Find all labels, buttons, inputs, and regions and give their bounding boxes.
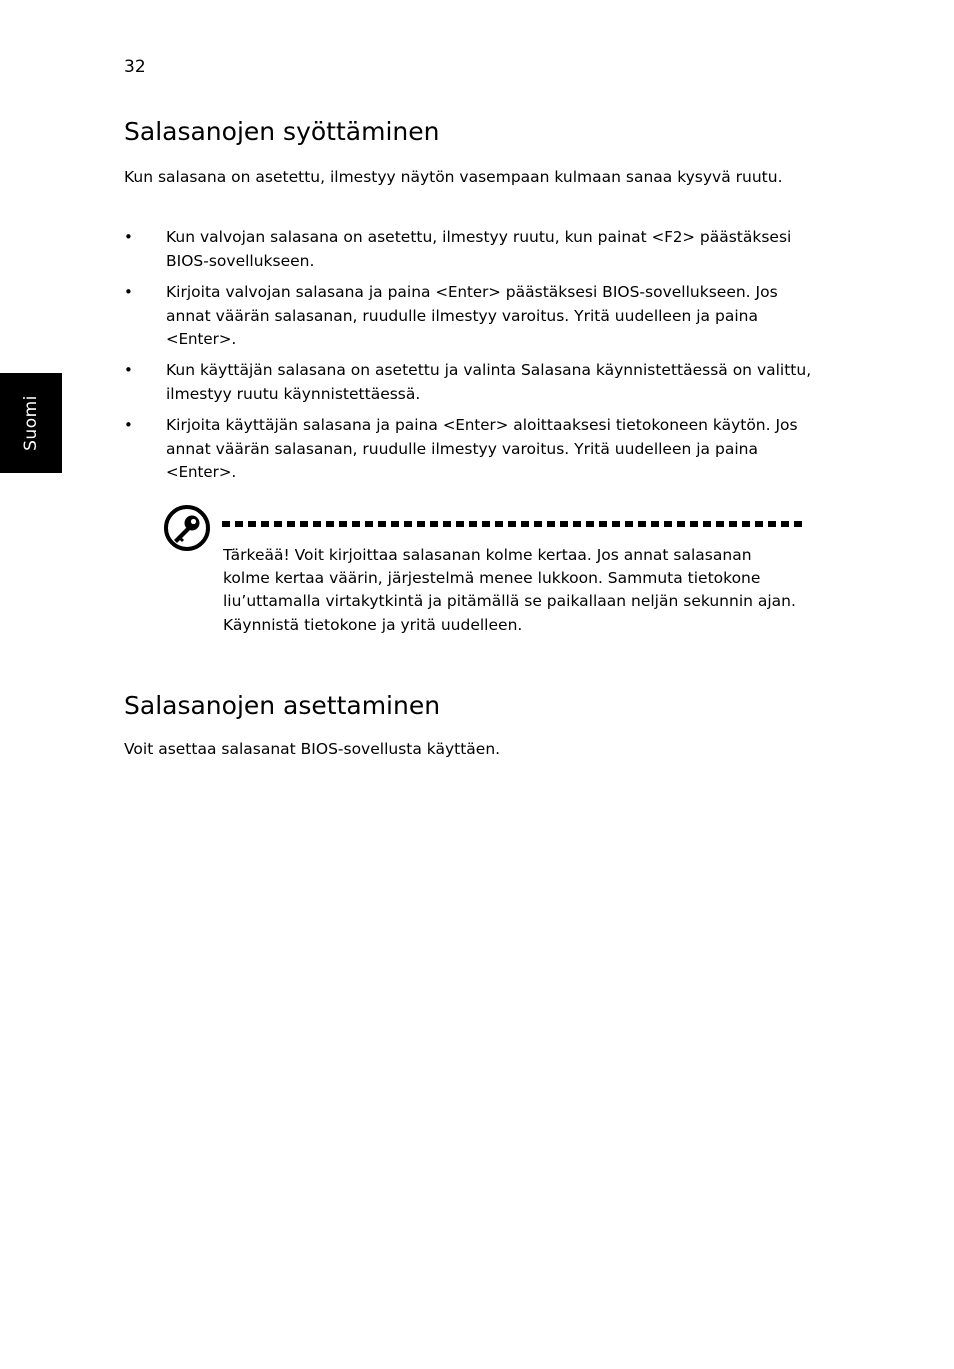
bullet-marker: • <box>124 228 133 246</box>
key-label: <Enter> <box>166 463 232 481</box>
note-label: Tärkeää! <box>223 546 290 564</box>
bullet-marker: • <box>124 283 133 301</box>
list-item-text: Kirjoita käyttäjän salasana ja paina <Enter> aloittaaksesi tietokoneen käytön. Jos annat väärän salasanan, ruudulle ilmestyy varoitus. Yritä uudelleen ja paina <Enter>. <box>166 416 798 481</box>
list-item-text: Kun käyttäjän salasana on asetettu ja valinta Salasana käynnistettäessä on valittu, ilmestyy ruutu käynnistettäessä. <box>166 361 812 403</box>
key-label: <F2> <box>651 228 695 246</box>
page-number: 32 <box>124 57 146 77</box>
list-item-text: Kun valvojan salasana on asetettu, ilmestyy ruutu, kun painat <F2> päästäksesi BIOS-sovellukseen. <box>166 228 792 270</box>
language-tab-label: Suomi <box>21 395 41 451</box>
key-icon <box>163 504 211 552</box>
bullet-marker: • <box>124 416 133 434</box>
bullet-marker: • <box>124 361 133 379</box>
section-heading-setting-passwords: Salasanojen asettaminen <box>124 691 441 720</box>
important-note <box>223 544 803 637</box>
language-tab <box>0 373 62 473</box>
note-body: Voit kirjoittaa salasanan kolme kertaa. Jos annat salasanan kolme kertaa väärin, järjestelmä menee lukkoon. Sammuta tietokone liu’uttamalla virtakytkintä ja pitämällä se paikallaan neljän sekunnin ajan. Käynnistä tietokone ja yritä uudelleen. <box>223 546 796 634</box>
intro-paragraph: Kun salasana on asetettu, ilmestyy näytön vasempaan kulmaan sanaa kysyvä ruutu. <box>124 168 783 186</box>
list-item-text: Kirjoita valvojan salasana ja paina <Enter> päästäksesi BIOS-sovellukseen. Jos annat väärän salasanan, ruudulle ilmestyy varoitus. Yritä uudelleen ja paina <Enter>. <box>166 283 778 348</box>
section-heading-entering-passwords: Salasanojen syöttäminen <box>124 117 440 146</box>
key-label: <Enter> <box>435 283 501 301</box>
section2-paragraph: Voit asettaa salasanat BIOS-sovellusta käyttäen. <box>124 740 501 758</box>
note-divider <box>222 521 806 527</box>
key-label: <Enter> <box>166 330 232 348</box>
key-label: <Enter> <box>442 416 509 434</box>
